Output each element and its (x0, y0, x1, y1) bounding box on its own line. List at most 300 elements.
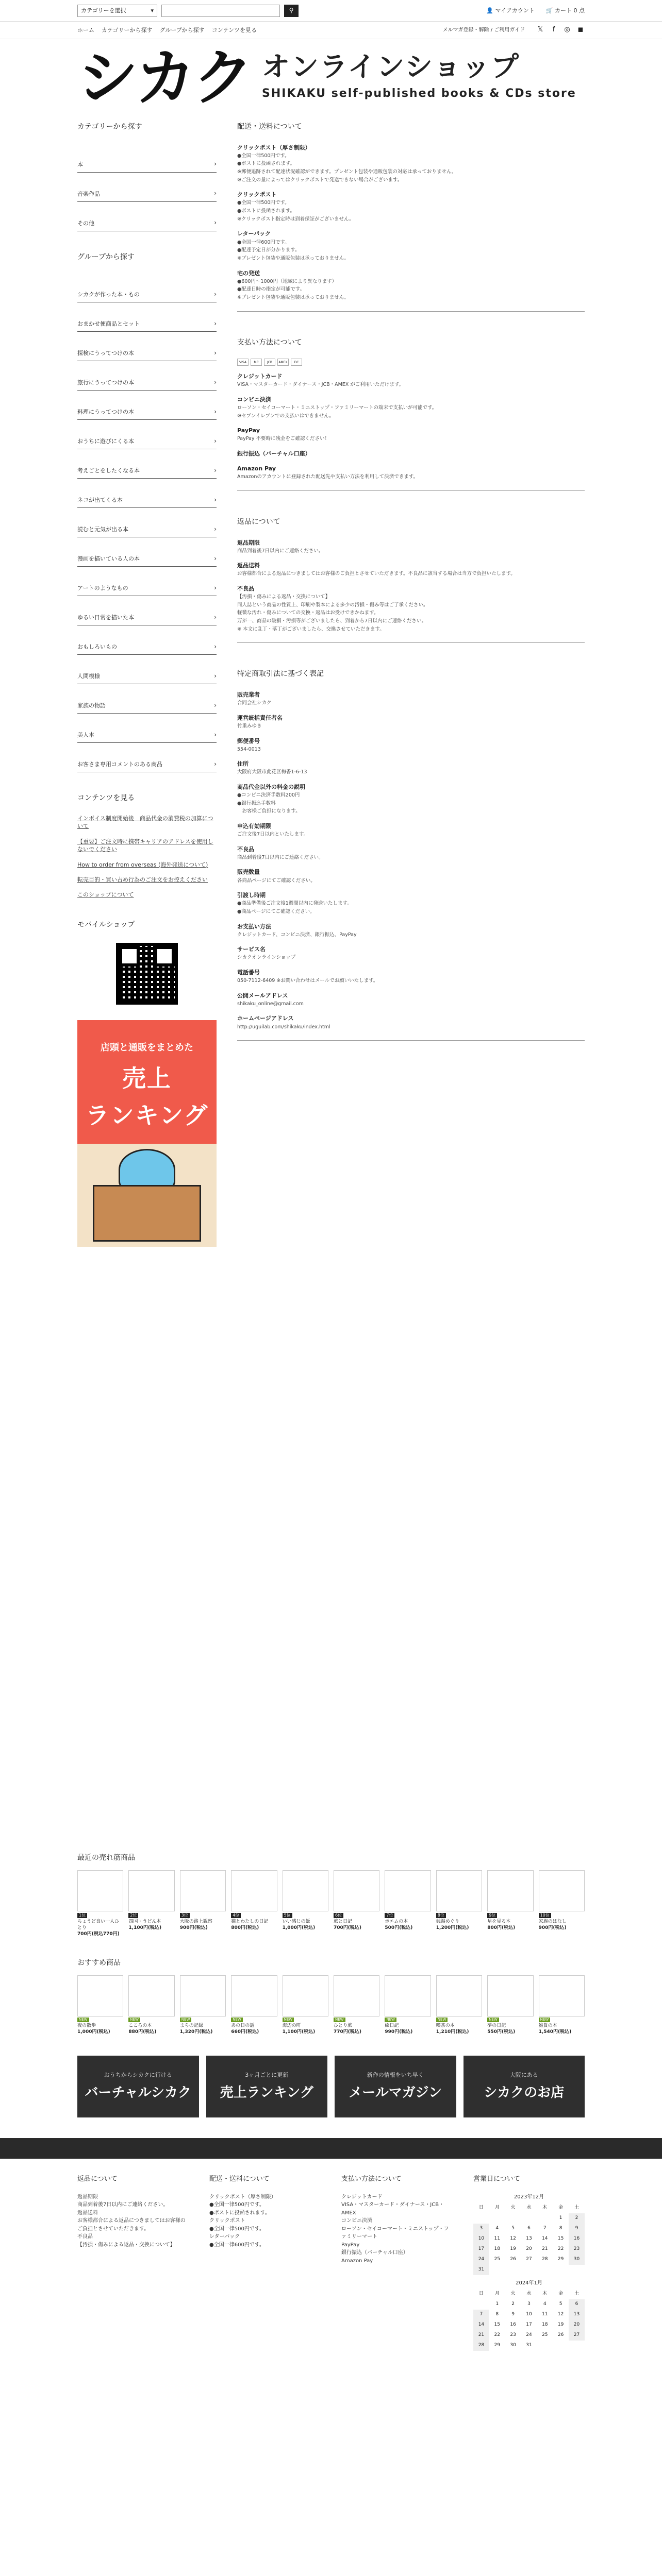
x-icon[interactable]: 𝕏 (537, 26, 543, 34)
shipping-method-line: ※プレゼント包装や通販包装は承っておりません。 (237, 294, 350, 300)
product-name[interactable]: 四国・うどん本 (128, 1919, 161, 1924)
product-price: 1,100円(税込) (282, 2029, 316, 2035)
calendar-weekday: 水 (526, 2291, 532, 2297)
shipping-method-title: レターパック (237, 230, 271, 238)
tokushoho-item-title: 運営統括責任者名 (237, 714, 283, 721)
shipping-method-line: ●全国一律500円です。 (237, 200, 290, 206)
calendar-day: 12 (510, 2235, 516, 2241)
calendar-day: 24 (526, 2332, 532, 2337)
calendar-day: 6 (527, 2225, 531, 2231)
site-logo[interactable] (0, 39, 662, 116)
product-card[interactable] (77, 1870, 123, 1938)
footer-returns-line: 返品期限 (77, 2194, 98, 2200)
tokushoho-item-line: 554-0013 (237, 746, 261, 752)
account-link[interactable]: 👤 マイアカウント (486, 7, 535, 14)
calendar-weekday: 土 (574, 2205, 580, 2210)
content-link[interactable]: How to order from overseas (海外発送について) (77, 861, 208, 868)
calendar-day (505, 2213, 521, 2224)
calendar-day: 3 (527, 2301, 531, 2307)
rank-badge: 4位 (231, 1913, 241, 1919)
calendar-caption: 2023年12月 (514, 2194, 544, 2200)
calendar-day: 31 (473, 2265, 489, 2275)
facebook-icon[interactable]: f (552, 26, 555, 34)
calendar-day: 21 (473, 2330, 489, 2341)
shipping-method-line: ●全国一律500円です。 (237, 152, 290, 159)
promo-ranking[interactable]: 3ヶ月ごとに更新 売上ランキング (206, 2056, 328, 2117)
group-item[interactable] (77, 420, 217, 449)
calendar-weekday: 月 (494, 2291, 500, 2297)
footer-shipping (209, 2174, 321, 2350)
calendar-weekday: 火 (510, 2291, 516, 2297)
group-item[interactable] (77, 596, 217, 625)
product-price: 550円(税込) (487, 2029, 516, 2035)
calendar-week (473, 2224, 585, 2234)
card-badges (237, 359, 585, 366)
calendar-day: 20 (526, 2246, 532, 2251)
group-item[interactable] (77, 479, 217, 508)
chevron-right-icon: › (214, 219, 217, 227)
chevron-right-icon: › (214, 349, 217, 357)
chevron-right-icon: › (214, 701, 217, 709)
product-price: 660円(税込) (231, 2029, 259, 2035)
product-price: 1,200円(税込) (436, 1925, 469, 1930)
product-card[interactable] (539, 1870, 585, 1938)
payment-method-line: VISA・マスターカード・ダイナース・JCB・AMEX がご利用いただけます。 (237, 382, 404, 388)
promo-mailmag[interactable]: 新作の情報をいち早く メールマガジン (335, 2056, 456, 2117)
product-card[interactable] (436, 1870, 482, 1938)
rank-badge: 7位 (385, 1913, 394, 1919)
group-item[interactable] (77, 714, 217, 743)
group-item[interactable] (77, 684, 217, 714)
product-card[interactable] (283, 1975, 328, 2035)
instagram-icon[interactable]: ◎ (564, 26, 570, 34)
calendar-day: 15 (494, 2321, 500, 2327)
product-image[interactable] (180, 1870, 226, 1911)
calendar-day: 27 (526, 2256, 532, 2262)
product-card[interactable] (487, 1975, 533, 2035)
new-badge: NEW (334, 2018, 345, 2022)
product-image[interactable] (283, 1870, 328, 1911)
calendar-january (473, 2289, 585, 2351)
group-item[interactable] (77, 508, 217, 537)
calendar-day: 30 (510, 2342, 516, 2348)
product-name[interactable]: ポエムの本 (385, 1919, 408, 1924)
diners-icon: DC (291, 359, 302, 366)
calendar-day: 26 (557, 2332, 564, 2337)
nav-group[interactable]: グループから探す (159, 26, 205, 33)
calendar-day: 18 (542, 2321, 548, 2327)
category-item[interactable]: 本 › (77, 143, 217, 173)
tokushoho-item-line: ご注文後7日以内といたします。 (237, 832, 309, 838)
footer-returns-line: 【汚損・傷みによる返品・交換について】 (77, 2242, 175, 2248)
footer-payment-line: ローソン・セイコーマート・ミニストップ・ファミリーマート (341, 2226, 449, 2240)
nav-category[interactable]: カテゴリーから探す (102, 26, 153, 33)
new-badge: NEW (436, 2018, 448, 2022)
promo-virtual[interactable]: おうちからシカクに行ける バーチャルシカク (77, 2056, 199, 2117)
content-link[interactable]: 転売目的・買い占め行為のご注文をお控えください (77, 876, 208, 884)
product-image[interactable] (436, 1870, 482, 1911)
group-item[interactable] (77, 391, 217, 420)
calendar-day: 4 (543, 2301, 547, 2307)
rank-badge: 10位 (539, 1913, 551, 1919)
group-label: ゆるい日常を描いた本 (77, 614, 134, 621)
product-image[interactable] (77, 1975, 123, 2016)
tokushoho-item-line: 050-7112-6409 ※お問い合わせはメールでお願いいたします。 (237, 978, 378, 984)
calendar-day: 10 (526, 2311, 532, 2317)
calendar-day: 14 (542, 2235, 548, 2241)
tokushoho-item-title: 商品代金以外の料金の説明 (237, 783, 305, 790)
group-label: 読むと元気が出る本 (77, 526, 128, 533)
calendar-weekday: 日 (478, 2291, 484, 2297)
tokushoho-item-line: shikaku_online@gmail.com (237, 1001, 304, 1007)
calendar-week (473, 2341, 585, 2351)
search-icon: ⚲ (289, 7, 294, 14)
calendar-day: 1 (495, 2301, 499, 2307)
calendar-day: 16 (510, 2321, 516, 2327)
product-image[interactable] (385, 1975, 431, 2016)
product-image[interactable] (128, 1870, 174, 1911)
product-card[interactable] (539, 1975, 585, 2035)
chevron-right-icon: › (214, 496, 217, 503)
calendar-day: 24 (473, 2255, 489, 2265)
search-button[interactable] (284, 5, 299, 17)
new-badge: NEW (128, 2018, 140, 2022)
promo-shop[interactable]: 大阪にある シカクのお店 (464, 2056, 585, 2117)
product-card[interactable] (231, 1870, 277, 1938)
calendar-day: 26 (510, 2256, 516, 2262)
returns-item-title: 不良品 (237, 585, 254, 592)
footer-returns-line: 返品送料 (77, 2210, 98, 2216)
product-price: 1,000円(税込) (282, 1925, 316, 1930)
chevron-down-icon: ▾ (151, 7, 154, 14)
mastercard-icon: MC (251, 359, 262, 366)
calendar-day: 4 (495, 2225, 499, 2231)
footer-payment-line: Amazon Pay (341, 2258, 373, 2264)
nav-content[interactable]: コンテンツを見る (211, 26, 257, 33)
product-name[interactable]: 猫とわたしの日記 (231, 1919, 269, 1924)
product-name[interactable]: ちょうど良い一人ひとり (77, 1919, 120, 1930)
group-label: おもしろいもの (77, 643, 117, 651)
product-image[interactable] (77, 1870, 123, 1911)
calendar-day (569, 2341, 585, 2351)
footer-payment (341, 2174, 453, 2350)
footer-shipping-line: ●全国一律600円です。 (209, 2242, 265, 2248)
product-name[interactable]: ひとり旅 (334, 2023, 353, 2029)
calendar-day: 17 (526, 2321, 532, 2327)
product-card[interactable] (231, 1975, 277, 2035)
payment-method-line: PayPay 不要時に残金をご確認ください！ (237, 436, 330, 442)
product-card[interactable] (180, 1870, 226, 1938)
footer-returns-body (77, 2193, 189, 2249)
product-image[interactable] (180, 1975, 226, 2016)
calendar-day: 25 (494, 2256, 500, 2262)
content-heading: コンテンツを見る (77, 794, 135, 803)
calendar-day (473, 2213, 489, 2224)
shipping-method-line: ●600円～1000円（地域により異なります） (237, 278, 337, 284)
group-label: 探検にうってつけの本 (77, 350, 134, 357)
rank-badge: 3位 (180, 1913, 190, 1919)
chevron-right-icon: › (214, 584, 217, 591)
returns-list (237, 538, 585, 634)
product-card[interactable] (77, 1975, 123, 2035)
product-image[interactable] (539, 1870, 585, 1911)
product-image[interactable] (231, 1975, 277, 2016)
product-name[interactable]: 喫茶の本 (436, 2023, 455, 2029)
group-item[interactable] (77, 655, 217, 684)
nav-row (0, 22, 662, 39)
calendar-day: 16 (569, 2234, 585, 2244)
tokushoho-section (237, 669, 585, 1041)
product-name[interactable]: 夜の散歩 (77, 2023, 96, 2029)
chevron-right-icon: › (214, 408, 217, 415)
group-item[interactable] (77, 567, 217, 596)
product-image[interactable] (487, 1870, 533, 1911)
nav-home[interactable]: ホーム (77, 26, 94, 33)
chevron-right-icon: › (214, 525, 217, 533)
group-item[interactable] (77, 449, 217, 479)
tokushoho-item-line: ●商品ページにてご確認ください。 (237, 908, 315, 914)
tokushoho-item-line: 大阪府大阪市此花区梅香1-6-13 (237, 769, 307, 775)
product-card[interactable] (128, 1870, 174, 1938)
calendar-weekday: 金 (558, 2205, 564, 2210)
calendar-day: 5 (511, 2225, 515, 2231)
product-image[interactable] (231, 1870, 277, 1911)
new-badge: NEW (539, 2018, 551, 2022)
product-name[interactable]: こころの本 (128, 2023, 152, 2029)
shipping-method-line: ※クリックポスト指定時は到着保証がございません。 (237, 216, 354, 222)
returns-item-line: 【汚損・傷みによる返品・交換について】 (237, 594, 330, 600)
calendar-day: 11 (542, 2311, 548, 2317)
shipping-list (237, 143, 585, 302)
cat-illustration (119, 1149, 175, 1190)
payment-method-title: 銀行振込（バーチャル口座） (237, 450, 311, 457)
product-image[interactable] (436, 1975, 482, 2016)
calendar-week (473, 2265, 585, 2275)
calendar-day (537, 2213, 553, 2224)
banner-line3: ランキング (85, 1101, 209, 1129)
footer-returns (77, 2174, 189, 2350)
footer-shipping-body (209, 2193, 321, 2249)
content-link[interactable]: インボイス制度開始後 商品代金の消費税の加算について (77, 815, 213, 830)
new-badge: NEW (77, 2018, 89, 2022)
product-name[interactable]: 旅と日記 (334, 1919, 353, 1924)
product-card[interactable] (180, 1975, 226, 2035)
recent-heading: 最近の売れ筋商品 (77, 1854, 135, 1862)
tokushoho-item-title: お支払い方法 (237, 923, 271, 930)
category-heading: カテゴリーから探す (77, 123, 142, 131)
product-image[interactable] (334, 1975, 379, 2016)
group-item[interactable] (77, 302, 217, 332)
logo-text (262, 50, 576, 103)
content-link[interactable]: このショップについて (77, 891, 134, 899)
mailmag-guide-links[interactable]: メルマガ登録・解除 / ご利用ガイド (442, 27, 525, 33)
shipping-section (237, 122, 585, 312)
calendar-week (473, 2213, 585, 2224)
calendar-day: 31 (526, 2342, 532, 2348)
banner-line1: 店頭と通販をまとめた (101, 1042, 193, 1054)
product-card[interactable] (283, 1870, 328, 1938)
calendar-day: 13 (569, 2310, 585, 2320)
chevron-right-icon: › (214, 672, 217, 680)
content-wrap (0, 116, 662, 1837)
chevron-right-icon: › (214, 466, 217, 474)
group-item[interactable] (77, 625, 217, 655)
calendar-header-row (473, 2289, 585, 2299)
calendar-weekday: 土 (574, 2291, 580, 2297)
product-price: 1,210円(税込) (436, 2029, 469, 2035)
shipping-method-line: ●ポストに投函されます。 (237, 161, 295, 167)
calendar-week (473, 2234, 585, 2244)
calendar-day: 18 (494, 2246, 500, 2251)
calendar-weekday: 火 (510, 2205, 516, 2210)
product-card[interactable] (436, 1975, 482, 2035)
calendar-day: 2 (511, 2301, 515, 2307)
footer-shipping-line: ●全国一律500円です。 (209, 2226, 265, 2232)
returns-item-line: ※ 本文に乱丁・落丁がございましたら、交換させていただきます。 (237, 626, 385, 632)
product-card[interactable] (334, 1975, 379, 2035)
product-image[interactable] (283, 1975, 328, 2016)
category-list (77, 143, 217, 231)
chevron-right-icon: › (214, 290, 217, 298)
group-item[interactable] (77, 273, 217, 302)
product-name[interactable]: 雑貨の本 (538, 2023, 557, 2029)
group-item[interactable] (77, 743, 217, 772)
returns-item-line: 軽微な汚れ・傷みについての交換・返品はお受けできかねます。 (237, 610, 379, 616)
calendar-week (473, 2244, 585, 2255)
product-card[interactable] (334, 1870, 379, 1938)
chevron-right-icon: › (214, 731, 217, 738)
calendar-day: 15 (557, 2235, 564, 2241)
product-name[interactable]: 大阪の路上観察 (179, 1919, 212, 1924)
banner-line2: 売上 (122, 1064, 172, 1093)
calendar-day: 1 (559, 2215, 562, 2221)
ranking-banner[interactable] (77, 1020, 217, 1247)
calendar-day: 2 (569, 2213, 585, 2224)
product-name[interactable]: まちの記録 (179, 2023, 203, 2029)
group-item[interactable] (77, 537, 217, 567)
returns-item-line: 万が一、商品の破損・汚損等がございましたら、到着から7日以内にご連絡ください。 (237, 618, 427, 624)
new-badge: NEW (385, 2018, 396, 2022)
product-price: 700円(税込770円) (77, 1931, 120, 1937)
calendar-day (473, 2299, 489, 2310)
footer-payment-line: クレジットカード (341, 2194, 383, 2200)
calendar-day: 23 (569, 2244, 585, 2255)
category-select[interactable]: カテゴリーを選択 ▾ (77, 5, 157, 17)
product-name[interactable]: 海辺の町 (282, 2023, 301, 2029)
calendar-day (521, 2265, 537, 2275)
tokushoho-item-line: 合同会社シカク (237, 700, 272, 706)
calendar-day: 30 (569, 2255, 585, 2265)
calendar-day: 28 (542, 2256, 548, 2262)
product-name[interactable]: 絵日記 (385, 2023, 399, 2029)
calendar-day: 6 (569, 2299, 585, 2310)
returns-item-line: お客様都合による返品につきましてはお客様のご負担とさせていただきます。不良品に該当する場合は当方で負担いたします。 (237, 571, 516, 577)
footer-payment-body (341, 2193, 453, 2265)
calendar-day: 19 (557, 2321, 564, 2327)
rank-badge: 1位 (77, 1913, 87, 1919)
search-input[interactable] (161, 5, 280, 17)
group-item[interactable] (77, 332, 217, 361)
product-name[interactable]: あの日の話 (231, 2023, 255, 2029)
main-content (237, 116, 585, 1837)
chevron-right-icon: › (214, 160, 217, 168)
footer-returns-line: 不良品 (77, 2234, 93, 2240)
rank-badge: 6位 (334, 1913, 343, 1919)
category-item[interactable]: その他 › (77, 202, 217, 231)
calendar-weekday: 日 (478, 2205, 484, 2210)
content-link[interactable]: 【重要】ご注文時に携帯キャリアのアドレスを使用しないでください (77, 838, 213, 853)
new-badge: NEW (231, 2018, 243, 2022)
footer-payment-line: 銀行振込（バーチャル口座） (341, 2250, 408, 2256)
product-image[interactable] (487, 1975, 533, 2016)
payment-method-line: ローソン・セイコーマート・ミニストップ・ファミリーマートの端末で支払いが可能です。 (237, 405, 437, 411)
chevron-right-icon: › (214, 378, 217, 386)
group-label: おまかせ便商品とセット (77, 320, 140, 328)
shipping-method-line: ※プレゼント包装や通販包装は承っておりません。 (237, 255, 350, 261)
tokushoho-item-line: ●銀行振込手数料 (237, 800, 276, 806)
product-name[interactable]: 銭湯めぐり (436, 1919, 459, 1924)
product-card[interactable] (385, 1975, 431, 2035)
group-list (77, 273, 217, 772)
calendar-day: 23 (510, 2332, 516, 2337)
calendar-day: 12 (557, 2311, 564, 2317)
calendar-day: 14 (473, 2320, 489, 2330)
product-image[interactable] (385, 1870, 431, 1911)
product-name[interactable]: 星を見る本 (487, 1919, 511, 1924)
product-name[interactable]: 夢の日記 (487, 2023, 506, 2029)
new-badge: NEW (487, 2018, 499, 2022)
product-name[interactable]: いい感じの飯 (282, 1919, 310, 1924)
footer-calendar-heading: 営業日について (473, 2175, 520, 2183)
group-item[interactable] (77, 361, 217, 391)
product-card[interactable] (128, 1975, 174, 2035)
jcb-icon: JCB (264, 359, 275, 366)
chevron-right-icon: › (214, 554, 217, 562)
calendar-day: 9 (511, 2311, 515, 2317)
line-icon[interactable]: ◼ (577, 26, 584, 34)
tokushoho-list (237, 690, 585, 1031)
group-label: シカクが作った本・もの (77, 291, 140, 298)
calendar-day (553, 2265, 569, 2275)
tokushoho-item-line: お客様ご負担になります。 (237, 808, 301, 815)
group-heading: グループから探す (77, 252, 135, 261)
tokushoho-item-line: ●商品準備後ご注文後1週間以内に発送いたします。 (237, 901, 352, 907)
product-card[interactable] (487, 1870, 533, 1938)
product-card[interactable] (385, 1870, 431, 1938)
calendar-day: 8 (559, 2225, 562, 2231)
product-price: 700円(税込) (334, 1925, 362, 1930)
tokushoho-item-title: 電話番号 (237, 969, 260, 976)
product-price: 1,000円(税込) (77, 2029, 110, 2035)
cart-link[interactable]: 🛒 カート 0 点 (545, 7, 585, 14)
product-image[interactable] (334, 1870, 379, 1911)
calendar-day: 22 (494, 2332, 500, 2337)
footer (0, 2159, 662, 2350)
product-image[interactable] (128, 1975, 174, 2016)
calendar-week (473, 2299, 585, 2310)
category-item[interactable]: 音楽作品 › (77, 173, 217, 202)
calendar-day: 5 (559, 2301, 562, 2307)
calendar-weekday: 月 (494, 2205, 500, 2210)
footer-returns-line: お客様都合による返品につきましてはお客様のご負担とさせていただきます。 (77, 2218, 186, 2232)
product-price: 800円(税込) (231, 1925, 259, 1930)
returns-item-title: 返品送料 (237, 562, 260, 569)
product-price: 900円(税込) (538, 1925, 567, 1930)
tokushoho-item-title: 申込有効期限 (237, 823, 271, 830)
tokushoho-item-line: http://uguilab.com/shikaku/index.html (237, 1024, 330, 1030)
product-name[interactable]: 家族のはなし (538, 1919, 567, 1924)
product-image[interactable] (539, 1975, 585, 2016)
